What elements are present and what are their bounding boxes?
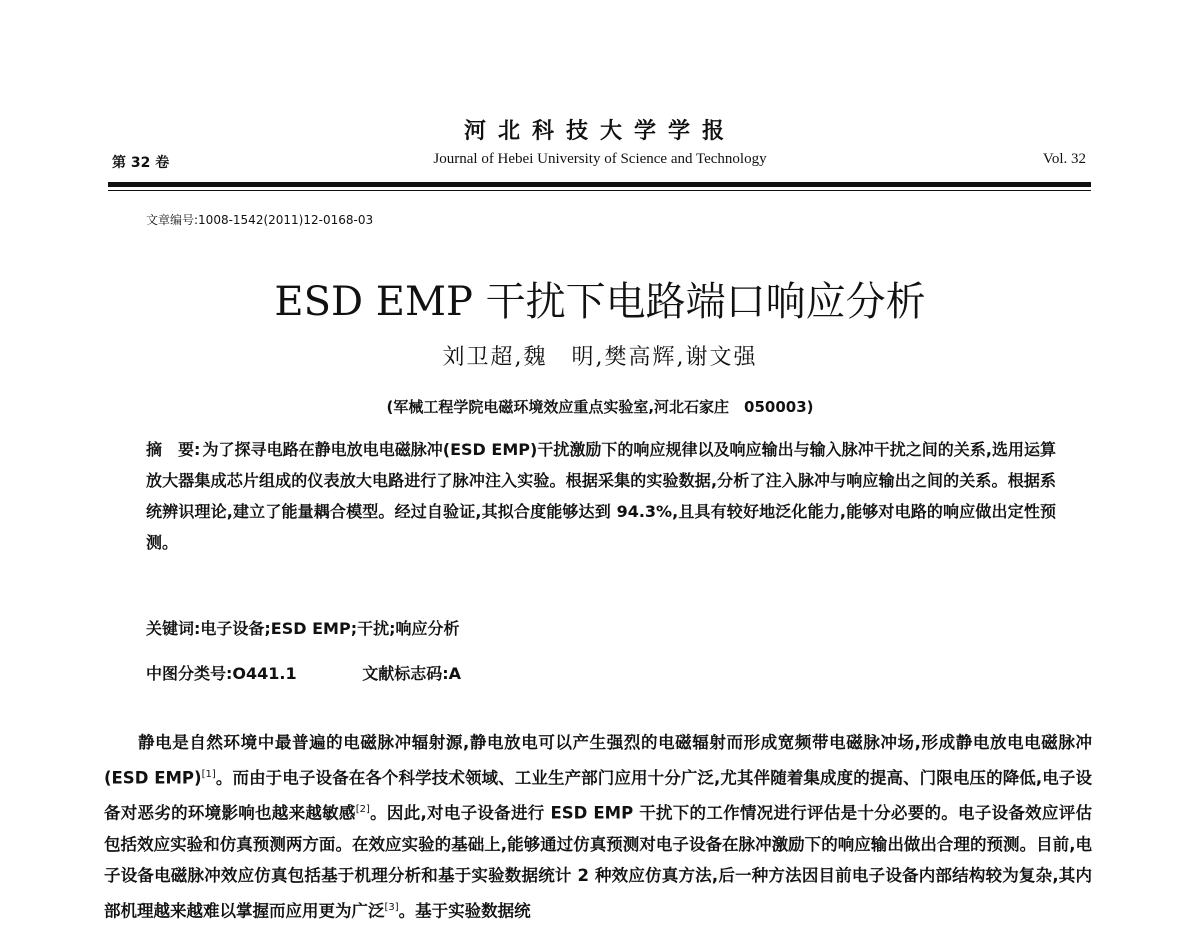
doc-code-value: A [448,664,461,683]
classification-line [146,661,1056,684]
citation-ref-1: [1] [201,768,216,780]
body-text-part-2: 。而由于电子设备在各个科学技术领域、工业生产部门应用十分广泛,尤其伴随着集成度的提高、门限电压的降低,电子设备对恶劣的环境影响也越来越敏感 [104,768,1092,822]
keywords [146,616,1056,639]
journal-title-cn: 河北科技大学学报 [463,119,736,144]
document-code [362,664,461,683]
body-text-part-3: 。因此,对电子设备进行 ESD EMP 干扰下的工作情况进行评估是十分必要的。电子设备效应评估包括效应实验和仿真预测两方面。在效应实验的基础上,能够通过仿真预测对电子设备在脉冲激励下的响应输出做出合理的预测。目前,电子设备电磁脉冲效应仿真包括基于机理分析和基于实验数据统计 2 种效应仿真方法,后一种方法因目前电子设备内部结构较为复杂,其内部机理越来越难以掌握而应用更为广泛 [104,803,1092,920]
article-title: ESD EMP 干扰下电路端口响应分析 [274,279,926,325]
volume-label-cn: 第 32 卷 [112,155,170,171]
author-affiliation: (军械工程学院电磁环境效应重点实验室,河北石家庄 050003) [386,398,814,416]
doc-code-label: 文献标志码: [362,664,449,683]
clc-label: 中图分类号: [146,664,233,683]
body-paragraph [104,727,1092,927]
keywords-label: 关键词: [146,619,201,638]
citation-ref-2: [2] [355,803,370,815]
abstract [146,434,1056,558]
author-list: 刘卫超,魏 明,樊高辉,谢文强 [442,345,758,370]
keywords-text: 电子设备;ESD EMP;干扰;响应分析 [200,619,460,638]
body-text-part-1: 静电是自然环境中最普遍的电磁脉冲辐射源,静电放电可以产生强烈的电磁辐射而形成宽频带电磁脉冲场,形成静电放电电磁脉冲(ESD EMP) [104,733,1092,787]
abstract-text: 为了探寻电路在静电放电电磁脉冲(ESD EMP)干扰激励下的响应规律以及响应输出与输入脉冲干扰之间的关系,选用运算放大器集成芯片组成的仪表放大电路进行了脉冲注入实验。根据采集的实验数据,分析了注入脉冲与响应输出之间的关系。根据系统辨识理论,建立了能量耦合模型。经过自验证,其拟合度能够达到 94.3%,且具有较好地泛化能力,能够对电路的响应做出定性预测。 [146,440,1056,552]
volume-label-en: Vol. 32 [1042,151,1086,167]
abstract-label: 摘 要: [146,440,201,459]
journal-title-en: Journal of Hebei University of Science and Technology [433,151,767,167]
clc-value: O441.1 [232,664,297,683]
header-rule-thin [108,190,1091,191]
body-text-part-4: 。基于实验数据统 [398,901,531,920]
article-number: 文章编号:1008-1542(2011)12-0168-03 [146,213,374,227]
citation-ref-3: [3] [384,901,399,913]
header-rule-thick [108,182,1091,187]
